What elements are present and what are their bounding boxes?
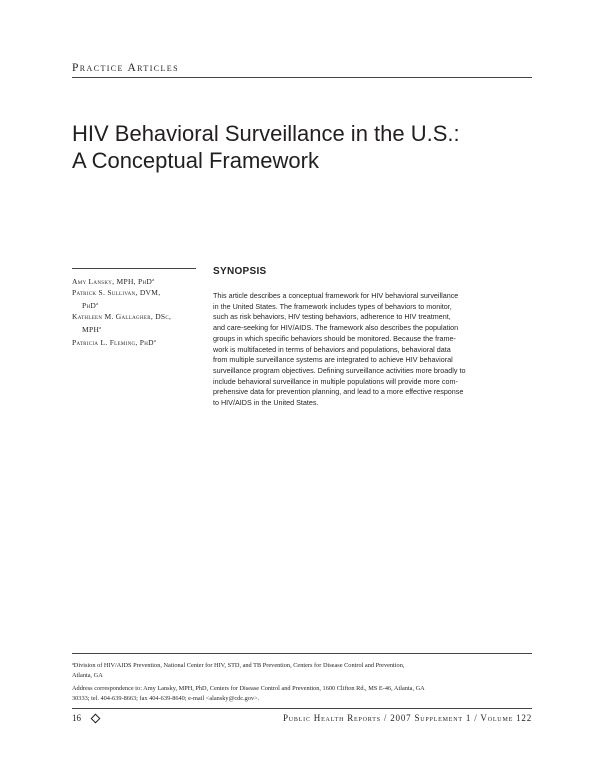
author	[72, 274, 202, 287]
title-line: HIV Behavioral Surveillance in the U.S.:	[72, 121, 460, 146]
authors-rule	[72, 268, 196, 269]
author-name: Patricia L. Fleming, PhD	[72, 338, 154, 347]
author-affiliation-mark: a	[99, 325, 102, 330]
footnotes	[72, 659, 534, 704]
synopsis-heading: SYNOPSIS	[213, 266, 267, 277]
synopsis-line: work is multifaceted in terms of behaviors and populations, behavioral data	[213, 344, 451, 354]
page-number: 16	[72, 713, 81, 723]
correspondence-footnote: Address correspondence to: Amy Lansky, MPH, PhD, Centers for Disease Control and Prevention, 1600 Clifton Rd., MS E-46, Atlanta, GA	[72, 685, 425, 692]
affiliation-text: Division of HIV/AIDS Prevention, National Center for HIV, STD, and TB Prevention, Centers for Disease Control and Prevention,	[73, 662, 405, 669]
diamond-icon	[91, 714, 101, 724]
synopsis-line: groups in which specific behaviors should be monitored. Because the frame-	[213, 333, 456, 343]
page-footer	[72, 713, 532, 727]
author-name: Kathleen M. Gallagher, DSc,	[72, 312, 172, 321]
author-name: Amy Lansky, MPH, PhD	[72, 277, 153, 286]
article-title	[72, 120, 542, 174]
author-affiliation-mark: a	[96, 301, 99, 306]
footnote-rule	[72, 653, 532, 654]
author	[72, 311, 202, 335]
synopsis-body	[213, 291, 533, 409]
author	[72, 287, 202, 311]
synopsis-line: such as risk behaviors, HIV testing behaviors, adherence to HIV treatment,	[213, 312, 451, 322]
author-name: Patrick S. Sullivan, DVM,	[72, 288, 161, 297]
author-degree: MPH	[82, 325, 100, 334]
synopsis-line: include behavioral surveillance in multiple populations will provide more com-	[213, 376, 458, 386]
author-affiliation-mark: a	[152, 277, 155, 282]
author-list	[72, 274, 202, 348]
journal-citation: Public Health Reports / 2007 Supplement 1 / Volume 122	[282, 713, 532, 723]
synopsis-line: surveillance program objectives. Defining surveillance activities more broadly to	[213, 365, 466, 375]
author-degree: PhD	[82, 301, 97, 310]
footnote-mark: a	[72, 661, 74, 666]
header-rule	[72, 77, 532, 78]
synopsis-line: in the United States. The framework includes types of behaviors to monitor,	[213, 301, 452, 311]
author	[72, 335, 202, 348]
synopsis-line: to HIV/AIDS in the United States.	[213, 398, 319, 408]
synopsis-line: from multiple surveillance systems are integrated to achieve HIV behavioral	[213, 355, 453, 365]
author-affiliation-mark: a	[153, 338, 156, 343]
affiliation-footnote-cont: Atlanta, GA	[72, 672, 103, 679]
correspondence-footnote-cont: 30333; tel. 404-639-8663; fax 404-639-8640; e-mail <alansky@cdc.gov>.	[72, 695, 260, 702]
synopsis-line: and care-seeking for HIV/AIDS. The framework also describes the population	[213, 323, 459, 333]
section-label: Practice Articles	[72, 62, 179, 74]
synopsis-line: This article describes a conceptual framework for HIV behavioral surveillance	[213, 291, 459, 300]
synopsis-line: prehensive data for prevention planning, and lead to a more effective response	[213, 387, 464, 397]
title-line: A Conceptual Framework	[72, 148, 319, 173]
affiliation-footnote	[72, 659, 534, 671]
footer-rule	[72, 708, 532, 709]
